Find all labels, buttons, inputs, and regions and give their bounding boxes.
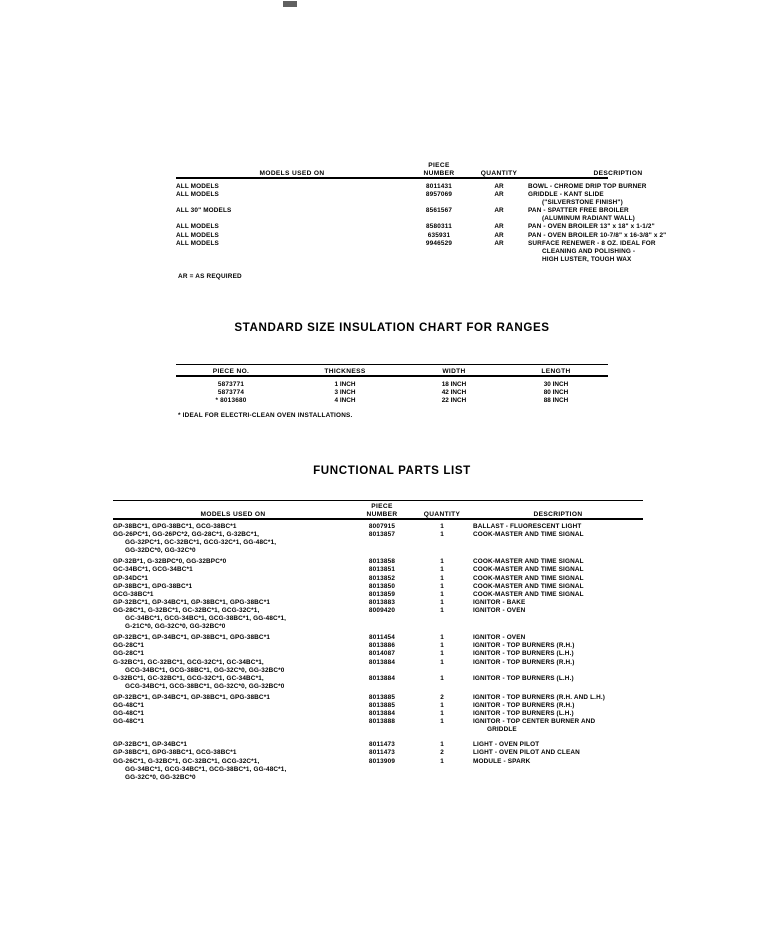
- functional-header-models: MODELS USED ON: [200, 511, 266, 518]
- accessories-row-2-qty: AR: [494, 207, 504, 215]
- table-row: [113, 758, 643, 782]
- table-row: [113, 566, 643, 574]
- accessories-row-0-qty: AR: [494, 183, 504, 190]
- table-row: [113, 694, 643, 702]
- functional-row-14-desc: IGNITOR - TOP BURNERS (R.H. AND L.H.): [473, 693, 606, 701]
- functional-row-6-piece: 8013859: [368, 590, 396, 598]
- table-row: [176, 240, 708, 264]
- insulation-row-1-piece: 5873774: [217, 389, 245, 397]
- accessories-row-5-qty: AR: [494, 239, 504, 247]
- functional-row-11-desc: IGNITOR - TOP BURNERS (L.H.): [473, 650, 574, 658]
- functional-row-20-models-line-0: GG-26C*1, G-32BC*1, GC-32BC*1, GCG-32C*1,: [113, 757, 260, 765]
- accessories-row-1-qty: AR: [494, 191, 504, 199]
- accessories-row-5-models: ALL MODELS: [176, 239, 219, 247]
- table-row: [113, 675, 643, 691]
- functional-header-description: DESCRIPTION: [533, 511, 583, 518]
- functional-row-13-piece: 8013884: [368, 674, 396, 682]
- functional-row-7-piece: 8013883: [368, 598, 396, 606]
- table-row: [113, 650, 643, 658]
- functional-row-20-piece: 8013909: [368, 757, 396, 765]
- table-row: [113, 599, 643, 607]
- table-row: [176, 191, 708, 207]
- accessories-row-3-models: ALL MODELS: [176, 223, 219, 231]
- functional-row-16-qty: 1: [440, 710, 444, 718]
- functional-row-8-models-line-2: G-21C*0, GG-32C*0, GG-32BC*0: [125, 623, 226, 631]
- functional-row-15-piece: 8013885: [368, 701, 396, 709]
- functional-row-9-piece: 8011454: [369, 634, 395, 642]
- accessories-footnote: AR = AS REQUIRED: [178, 272, 242, 280]
- functional-row-0-qty: 1: [440, 523, 444, 530]
- functional-row-7-models-line-0: GP-32BC*1, GP-34BC*1, GP-38BC*1, GPG-38BC*1: [113, 598, 271, 606]
- functional-row-7-desc: IGNITOR - BAKE: [473, 598, 526, 606]
- functional-row-8-desc: IGNITOR - OVEN: [473, 606, 526, 614]
- functional-row-19-piece: 8011473: [369, 749, 395, 757]
- functional-row-12-desc: IGNITOR - TOP BURNERS (R.H.): [473, 658, 575, 666]
- accessories-row-1-models: ALL MODELS: [176, 191, 219, 199]
- accessories-row-2-desc: PAN - SPATTER FREE BROILER: [528, 207, 629, 215]
- functional-row-4-models-line-0: GP-34DC*1: [113, 574, 149, 582]
- functional-row-9-desc: IGNITOR - OVEN: [473, 634, 526, 642]
- table-row: [176, 223, 708, 231]
- functional-row-19-qty: 2: [440, 749, 444, 757]
- table-row: [113, 591, 643, 599]
- functional-row-17-models: [113, 718, 353, 734]
- functional-row-15-desc: IGNITOR - TOP BURNERS (R.H.): [473, 701, 575, 709]
- accessories-row-0-models: ALL MODELS: [176, 183, 219, 190]
- functional-row-0-models: [113, 523, 353, 531]
- table-row: [176, 207, 708, 223]
- accessories-row-2-desc2: (ALUMINUM RADIANT WALL): [542, 215, 635, 223]
- functional-header-quantity: QUANTITY: [423, 511, 461, 518]
- functional-row-10-models: [113, 642, 353, 650]
- functional-row-6-qty: 1: [440, 590, 444, 598]
- functional-table-body: [113, 523, 643, 782]
- functional-row-12-qty: 1: [440, 658, 444, 666]
- functional-row-8-qty: 1: [440, 606, 444, 614]
- functional-row-15-models: [113, 702, 353, 710]
- functional-row-1-models-line-2: GG-32DC*0, GG-32C*0: [125, 547, 196, 555]
- functional-row-17-qty: 1: [440, 718, 444, 726]
- functional-row-12-models-line-1: GCG-34BC*1, GCG-38BC*1, GG-32C*0, GG-32BC*0: [125, 666, 285, 674]
- functional-row-18-desc: LIGHT - OVEN PILOT: [473, 741, 540, 749]
- accessories-piece-superheader-row: [176, 162, 708, 170]
- table-row: [176, 232, 708, 240]
- functional-row-8-piece: 8009420: [368, 606, 396, 614]
- functional-row-13-models-line-0: G-32BC*1, GC-32BC*1, GCG-32C*1, GC-34BC*1,: [113, 674, 264, 682]
- functional-row-6-models-line-0: GCG-38BC*1: [113, 590, 154, 598]
- functional-row-19-models-line-0: GP-38BC*1, GPG-38BC*1, GCG-38BC*1: [113, 749, 237, 757]
- functional-row-17-desc-group: [473, 718, 643, 734]
- functional-row-10-piece: 8013886: [368, 642, 396, 650]
- functional-row-10-desc: IGNITOR - TOP BURNERS (R.H.): [473, 642, 575, 650]
- insulation-row-0-width: 18 INCH: [441, 381, 467, 388]
- insulation-row-2-length: 88 INCH: [543, 397, 569, 405]
- functional-row-14-models: [113, 694, 353, 702]
- functional-row-17-models-line-0: GG-48C*1: [113, 718, 145, 726]
- insulation-row-0-length: 30 INCH: [543, 381, 569, 388]
- insulation-row-0-piece: 5873771: [217, 381, 245, 388]
- insulation-chart-title: STANDARD SIZE INSULATION CHART FOR RANGES: [234, 321, 550, 334]
- functional-row-20-models-line-1: GG-34BC*1, GCG-34BC*1, GCG-38BC*1, GG-48C*1,: [125, 765, 287, 773]
- table-row: [113, 659, 643, 675]
- functional-row-13-desc: IGNITOR - TOP BURNERS (L.H.): [473, 674, 574, 682]
- functional-row-16-models-line-0: GG-48C*1: [113, 710, 145, 718]
- functional-row-19-desc: LIGHT - OVEN PILOT AND CLEAN: [473, 749, 580, 757]
- functional-parts-list-title: FUNCTIONAL PARTS LIST: [313, 464, 471, 477]
- functional-row-18-qty: 1: [440, 741, 444, 749]
- functional-row-8-models-line-1: GC-34BC*1, GCG-34BC*1, GCG-38BC*1, GG-48C*1,: [125, 615, 287, 623]
- accessories-body: [176, 183, 708, 264]
- accessories-row-2-desc-group: [528, 207, 708, 223]
- accessories-table-block: [176, 162, 667, 280]
- table-row: [113, 642, 643, 650]
- table-row: [113, 558, 643, 566]
- accessories-row-4-piece: 635931: [427, 231, 451, 239]
- functional-row-5-models-line-0: GP-38BC*1, GPG-38BC*1: [113, 582, 193, 590]
- insulation-footnote: * IDEAL FOR ELECTRI-CLEAN OVEN INSTALLATIONS.: [178, 412, 353, 420]
- functional-row-9-models-line-0: GP-32BC*1, GP-34BC*1, GP-38BC*1, GPG-38BC*1: [113, 634, 271, 642]
- functional-row-4-models: [113, 575, 353, 583]
- functional-row-12-piece: 8013884: [368, 658, 396, 666]
- functional-row-1-qty: 1: [440, 531, 444, 539]
- functional-row-5-piece: 8013850: [368, 582, 396, 590]
- functional-row-14-qty: 2: [440, 693, 444, 701]
- accessories-row-2-models: ALL 30" MODELS: [176, 207, 232, 215]
- functional-table-header: [113, 503, 643, 518]
- functional-row-15-qty: 1: [440, 701, 444, 709]
- accessories-row-5-desc3: HIGH LUSTER, TOUGH WAX: [542, 255, 632, 263]
- table-row: [113, 583, 643, 591]
- functional-row-13-models-line-1: GCG-34BC*1, GCG-38BC*1, GG-32C*0, GG-32BC*0: [125, 682, 285, 690]
- functional-row-8-models: [113, 607, 353, 631]
- functional-row-2-desc: COOK-MASTER AND TIME SIGNAL: [473, 558, 584, 566]
- functional-row-16-models: [113, 710, 353, 718]
- table-row: [113, 710, 643, 718]
- functional-piece-superheader-row: [113, 503, 643, 511]
- accessories-row-4-desc: PAN - OVEN BROILER 10-7/8" x 16-3/8" x 2": [528, 231, 667, 239]
- functional-row-0-piece: 8007915: [368, 523, 396, 530]
- accessories-row-1-desc-group: [528, 191, 708, 207]
- functional-row-2-models: [113, 558, 353, 566]
- accessories-row-5-desc-group: [528, 240, 708, 264]
- functional-row-12-models: [113, 659, 353, 675]
- accessories-row-5-piece: 9946529: [425, 239, 453, 247]
- functional-row-17-desc: IGNITOR - TOP CENTER BURNER AND: [473, 718, 596, 726]
- accessories-row-1-piece: 8957069: [425, 191, 453, 199]
- accessories-row-2-piece: 8561567: [425, 207, 453, 215]
- functional-row-4-desc: COOK-MASTER AND TIME SIGNAL: [473, 574, 584, 582]
- accessories-row-5-desc2: CLEANING AND POLISHING -: [542, 247, 636, 255]
- insulation-row-0-thickness: 1 INCH: [334, 381, 356, 388]
- accessories-row-4-qty: AR: [494, 231, 504, 239]
- functional-row-9-models: [113, 634, 353, 642]
- functional-row-20-models-line-2: GG-32C*0, GG-32BC*0: [125, 773, 196, 781]
- functional-row-10-models-line-0: GG-28C*1: [113, 642, 145, 650]
- accessories-row-4-models: ALL MODELS: [176, 231, 219, 239]
- table-row: [113, 575, 643, 583]
- accessories-header-piece-line2: NUMBER: [423, 170, 455, 177]
- insulation-header-thickness: THICKNESS: [324, 368, 366, 375]
- functional-row-12-models-line-0: G-32BC*1, GC-32BC*1, GCG-32C*1, GC-34BC*1,: [113, 658, 264, 666]
- functional-row-13-models: [113, 675, 353, 691]
- functional-row-7-qty: 1: [440, 598, 444, 606]
- functional-row-6-models: [113, 591, 353, 599]
- functional-header-row: [113, 511, 643, 518]
- functional-row-11-qty: 1: [440, 650, 444, 658]
- functional-row-18-models: [113, 741, 353, 749]
- accessories-row-1-desc2: ("SILVERSTONE FINISH"): [542, 199, 623, 207]
- functional-row-14-models-line-0: GP-32BC*1, GP-34BC*1, GP-38BC*1, GPG-38BC*1: [113, 693, 271, 701]
- table-row: [176, 381, 608, 389]
- table-row: [113, 531, 643, 555]
- functional-row-5-desc: COOK-MASTER AND TIME SIGNAL: [473, 582, 584, 590]
- accessories-row-0-piece: 8011431: [426, 183, 452, 190]
- functional-row-19-models: [113, 749, 353, 757]
- functional-row-0-models-line-0: GP-38BC*1, GPG-38BC*1, GCG-38BC*1: [113, 523, 237, 530]
- functional-row-0-desc: BALLAST - FLUORESCENT LIGHT: [473, 523, 582, 530]
- functional-row-3-piece: 8013851: [368, 566, 396, 574]
- table-row: [113, 741, 643, 749]
- functional-row-17-desc2: GRIDDLE: [487, 726, 517, 734]
- accessories-header-models: MODELS USED ON: [259, 170, 325, 177]
- functional-row-16-piece: 8013884: [368, 710, 396, 718]
- accessories-table: [176, 162, 708, 177]
- functional-row-1-desc: COOK-MASTER AND TIME SIGNAL: [473, 531, 584, 539]
- functional-row-8-models-line-0: GG-28C*1, G-32BC*1, GC-32BC*1, GCG-32C*1,: [113, 606, 260, 614]
- functional-row-11-piece: 8014087: [368, 650, 396, 658]
- table-row: [113, 749, 643, 757]
- functional-row-18-piece: 8011473: [369, 741, 395, 749]
- functional-row-4-piece: 8013852: [368, 574, 396, 582]
- accessories-row-0-desc: BOWL - CHROME DRIP TOP BURNER: [528, 183, 647, 190]
- insulation-row-1-thickness: 3 INCH: [334, 389, 356, 397]
- accessories-row-3-piece: 8580311: [426, 223, 452, 231]
- functional-row-17-piece: 8013888: [368, 718, 396, 726]
- table-row: [113, 634, 643, 642]
- functional-row-20-models: [113, 758, 353, 782]
- functional-row-11-models: [113, 650, 353, 658]
- functional-header-piece-line2: NUMBER: [366, 511, 398, 518]
- functional-row-1-models-line-0: GG-26PC*1, GG-26PC*2, GG-28C*1, G-32BC*1,: [113, 531, 260, 539]
- functional-row-7-models: [113, 599, 353, 607]
- functional-row-5-qty: 1: [440, 582, 444, 590]
- functional-row-3-desc: COOK-MASTER AND TIME SIGNAL: [473, 566, 584, 574]
- table-row: [113, 702, 643, 710]
- page-corner-artifact: [283, 1, 297, 7]
- functional-row-1-models: [113, 531, 353, 555]
- insulation-row-1-width: 42 INCH: [441, 389, 467, 397]
- functional-row-10-qty: 1: [440, 642, 444, 650]
- functional-row-3-qty: 1: [440, 566, 444, 574]
- functional-header-piece-line1: PIECE: [371, 503, 393, 510]
- accessories-row-5-desc: SURFACE RENEWER - 8 OZ. IDEAL FOR: [528, 239, 656, 247]
- functional-row-15-models-line-0: GG-48C*1: [113, 701, 145, 709]
- spacer-row: [113, 734, 643, 741]
- functional-row-13-qty: 1: [440, 674, 444, 682]
- functional-row-14-piece: 8013885: [368, 693, 396, 701]
- functional-row-4-qty: 1: [440, 574, 444, 582]
- functional-row-16-desc: IGNITOR - TOP BURNERS (L.H.): [473, 710, 574, 718]
- insulation-body: [176, 381, 608, 405]
- functional-row-2-piece: 8013858: [368, 558, 396, 566]
- functional-row-20-desc: MODULE - SPARK: [473, 757, 531, 765]
- table-row: [113, 607, 643, 631]
- accessories-header-description: DESCRIPTION: [593, 170, 643, 177]
- insulation-header-width: WIDTH: [442, 368, 466, 375]
- table-row: [113, 523, 643, 531]
- functional-row-1-piece: 8013857: [368, 531, 396, 539]
- functional-row-11-models-line-0: GG-28C*1: [113, 650, 145, 658]
- functional-row-3-models-line-0: GC-34BC*1, GCG-34BC*1: [113, 566, 193, 574]
- insulation-table-block: [176, 364, 608, 419]
- functional-table-block: [113, 500, 643, 782]
- functional-row-20-qty: 1: [440, 757, 444, 765]
- insulation-header-length: LENGTH: [541, 368, 571, 375]
- accessories-row-1-desc: GRIDDLE - KANT SLIDE: [528, 191, 604, 199]
- insulation-row-1-length: 80 INCH: [543, 389, 569, 397]
- functional-row-18-models-line-0: GP-32BC*1, GP-34BC*1: [113, 741, 188, 749]
- accessories-header-row: [176, 170, 708, 177]
- functional-row-6-desc: COOK-MASTER AND TIME SIGNAL: [473, 590, 584, 598]
- table-row: [113, 718, 643, 734]
- insulation-header-piece-no: PIECE NO.: [212, 368, 250, 375]
- functional-row-2-qty: 1: [440, 558, 444, 566]
- accessories-row-3-desc: PAN - OVEN BROILER 13" x 18" x 1-1/2": [528, 223, 655, 231]
- accessories-header-piece-line1: PIECE: [428, 162, 450, 169]
- functional-row-2-models-line-0: GP-32B*1, G-32BPC*0, GG-32BPC*0: [113, 558, 227, 566]
- insulation-row-2-thickness: 4 INCH: [334, 397, 356, 405]
- table-row: [176, 397, 608, 405]
- functional-row-5-models: [113, 583, 353, 591]
- functional-row-9-qty: 1: [440, 634, 444, 642]
- accessories-row-3-qty: AR: [494, 223, 504, 231]
- functional-row-3-models: [113, 566, 353, 574]
- accessories-header-quantity: QUANTITY: [480, 170, 518, 177]
- insulation-header-row: [176, 368, 608, 375]
- insulation-row-2-width: 22 INCH: [441, 397, 467, 405]
- table-row: [176, 183, 708, 191]
- insulation-row-2-piece: * 8013680: [215, 397, 247, 405]
- insulation-table: [176, 368, 608, 375]
- table-row: [176, 389, 608, 397]
- functional-row-1-models-line-1: GG-32PC*1, GC-32BC*1, GCG-32C*1, GG-48C*1,: [125, 539, 277, 547]
